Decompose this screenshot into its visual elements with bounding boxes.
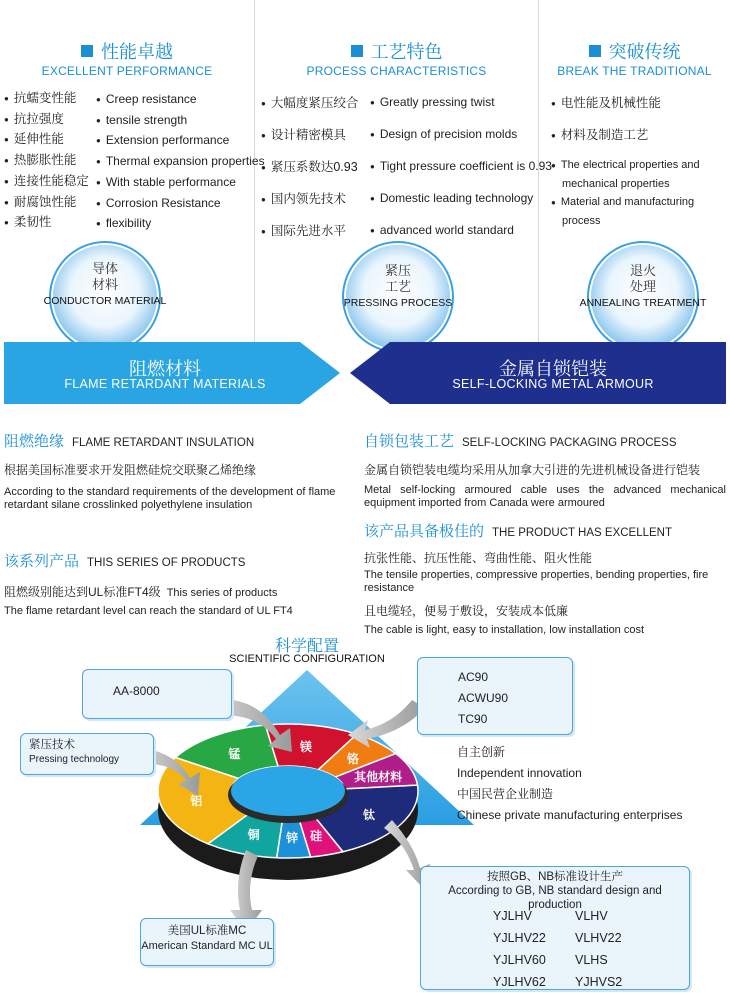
list-item: ● 耐腐蚀性能 xyxy=(4,193,89,214)
col2-en-list xyxy=(370,87,552,247)
model-item: YJHVS2 xyxy=(575,975,623,989)
list-item: ● tensile strength xyxy=(96,111,265,132)
ul-standard-en: American Standard MC UL xyxy=(141,940,273,952)
col3-cn-list xyxy=(551,88,661,152)
ring-label: 镁 xyxy=(299,739,312,754)
innovation-line: Chinese private manufacturing enterprises xyxy=(457,808,683,822)
list-item: ● 电性能及机械性能 xyxy=(551,88,661,120)
series-heading-en: THIS SERIES OF PRODUCTS xyxy=(87,557,246,569)
packaging-cn: 金属自锁铠装电缆均采用从加拿大引进的先进机械设备进行铠装 xyxy=(364,463,701,477)
model-item: VLHV22 xyxy=(575,931,622,945)
col2-cn-list xyxy=(261,88,358,248)
col1-title-wrap xyxy=(0,38,254,64)
list-item: ● 热膨胀性能 xyxy=(4,151,89,172)
ac-models-list xyxy=(418,658,572,730)
list-item: ● Greatly pressing twist xyxy=(370,87,552,119)
col2-subtitle: PROCESS CHARACTERISTICS xyxy=(306,64,487,78)
list-item: ● Domestic leading technology xyxy=(370,183,552,215)
pressing-tech-cn: 紧压技术 xyxy=(29,739,75,751)
ul-standard-box xyxy=(140,918,274,966)
excellent-cn: 抗张性能、抗压性能、弯曲性能、阻火性能 xyxy=(364,551,593,565)
circle-text-line: 处理 xyxy=(629,279,656,294)
ul-standard-cn: 美国UL标准MC xyxy=(167,925,247,937)
innovation-line: Independent innovation xyxy=(457,766,582,780)
col3-title: 突破传统 xyxy=(608,42,681,62)
col2-circle-en: PRESSING PROCESS xyxy=(343,297,453,309)
ac-models-box xyxy=(417,657,573,735)
model-item: YJLHV xyxy=(493,909,532,923)
list-item-text: process xyxy=(562,215,601,227)
packaging-en: Metal self-locking armoured cable uses the advanced mechanical equipment imported from Canada were armoured xyxy=(364,484,726,509)
light-en: The cable is light, easy to installation, low installation cost xyxy=(364,624,645,636)
series-en: The flame retardant level can reach the standard of UL FT4 xyxy=(4,605,293,617)
pressing-tech-box xyxy=(20,733,154,775)
innovation-line: 中国民营企业制造 xyxy=(457,787,554,801)
ring-label: 铬 xyxy=(346,751,359,766)
list-item: ● 国内领先技术 xyxy=(261,184,358,216)
model-item: YJLHV60 xyxy=(493,953,546,967)
ac-model: AC90 xyxy=(458,670,489,684)
list-item: ● 抗拉强度 xyxy=(4,110,89,131)
ring-label: 钛 xyxy=(362,808,375,822)
list-item: ● Thermal expansion properties xyxy=(96,152,265,173)
col3-subtitle: BREAK THE TRADITIONAL xyxy=(557,64,712,78)
list-item: ● advanced world standard xyxy=(370,215,552,247)
list-item: ● Material and manufacturing xyxy=(551,196,695,208)
col2-circle-cn xyxy=(346,263,450,295)
flame-insulation-en: According to the standard requirements of the development of flame retardant silane crosslinked polyethylene insulation xyxy=(4,486,336,511)
col3-circle-cn xyxy=(591,263,695,295)
col1-title: 性能卓越 xyxy=(101,42,173,62)
col1-en-list xyxy=(96,90,265,235)
pressing-tech-en: Pressing technology xyxy=(29,754,120,765)
series-heading: 该系列产品 xyxy=(4,553,80,570)
list-item: ● Design of precision molds xyxy=(370,119,552,151)
model-item: VLHV xyxy=(575,909,608,923)
banner-left-en: FLAME RETARDANT MATERIALS xyxy=(64,377,266,391)
list-item: ● 大幅度紧压绞合 xyxy=(261,88,358,120)
excellent-heading-en: THE PRODUCT HAS EXCELLENT xyxy=(492,527,673,539)
list-item: ● 连接性能稳定 xyxy=(4,172,89,193)
list-item: ● 抗蠕变性能 xyxy=(4,89,89,110)
list-item: ● 材料及制造工艺 xyxy=(551,120,661,152)
banner-right-cn: 金属自锁铠装 xyxy=(499,359,607,379)
list-item-text: The electrical properties and xyxy=(560,159,700,171)
ring-label: 铜 xyxy=(247,827,260,842)
aa8000-box xyxy=(82,669,232,719)
innovation-text xyxy=(457,742,682,826)
flame-insulation-cn: 根据美国标准要求开发阻燃硅烷交联聚乙烯绝缘 xyxy=(4,463,257,477)
list-item-text: Material and manufacturing xyxy=(560,196,695,208)
circle-text-line: 材料 xyxy=(91,277,118,292)
excellent-heading: 该产品具备极佳的 xyxy=(364,523,485,540)
model-item: VLHS xyxy=(575,953,608,967)
ring-label: 硅 xyxy=(310,828,323,843)
packaging-heading-en: SELF-LOCKING PACKAGING PROCESS xyxy=(462,437,677,449)
ring-label: 其他材料 xyxy=(354,769,403,784)
standard-models-box xyxy=(420,866,690,990)
banner-left-cn: 阻燃材料 xyxy=(129,359,201,379)
col1-circle-cn xyxy=(53,261,157,293)
col2-title: 工艺特色 xyxy=(370,42,443,62)
list-item-text: mechanical properties xyxy=(562,178,670,190)
list-item: ● 设计精密模具 xyxy=(261,120,358,152)
col3-title-wrap xyxy=(539,38,730,64)
square-bullet-icon xyxy=(351,45,363,57)
square-bullet-icon xyxy=(81,45,93,57)
square-bullet-icon xyxy=(589,45,601,57)
light-cn: 且电缆轻，便易于敷设，安装成本低廉 xyxy=(364,604,569,618)
list-item: ● With stable performance xyxy=(96,173,265,194)
list-item: ● Corrosion Resistance xyxy=(96,194,265,215)
packaging-heading: 自锁包装工艺 xyxy=(364,433,455,450)
aa8000-label: AA-8000 xyxy=(113,684,160,698)
circle-text-line: 工艺 xyxy=(384,279,411,294)
ring-hole xyxy=(231,766,345,816)
list-item: ● 紧压系数达0.93 xyxy=(261,152,358,184)
model-item: YJLHV22 xyxy=(493,931,546,945)
series-cn: 阻燃级别能达到UL标准FT4级 xyxy=(4,585,161,599)
list-item: ● 国际先进水平 xyxy=(261,216,358,248)
standard-cn: 按照GB、NB标准设计生产 xyxy=(486,871,624,883)
list-item: ● flexibility xyxy=(96,214,265,235)
col3-circle-en: ANNEALING TREATMENT xyxy=(579,297,707,309)
col2-title-wrap xyxy=(255,38,538,64)
list-item: ● 柔韧性 xyxy=(4,213,89,234)
banner-right-en: SELF-LOCKING METAL ARMOUR xyxy=(452,377,654,391)
col1-cn-list xyxy=(4,89,89,234)
list-item: ● Extension performance xyxy=(96,131,265,152)
col1-circle-en: CONDUCTOR MATERIAL xyxy=(43,295,167,307)
innovation-line: 自主创新 xyxy=(457,745,506,759)
ring-label: 铝 xyxy=(190,793,203,808)
standard-en: According to GB, NB standard design and production xyxy=(448,885,662,911)
list-item: ● 延伸性能 xyxy=(4,130,89,151)
circle-text-line: 紧压 xyxy=(384,263,411,278)
models-right-list xyxy=(575,905,622,993)
col3-en-list xyxy=(551,156,700,230)
left-text-block xyxy=(4,430,354,618)
circle-text-line: 退火 xyxy=(629,263,656,278)
excellent-en: The tensile properties, compressive properties, bending properties, fire resistance xyxy=(364,569,709,594)
ac-model: TC90 xyxy=(458,712,488,726)
ring-label: 锰 xyxy=(228,747,241,762)
flame-insulation-heading: 阻燃绝缘 xyxy=(4,433,65,450)
science-title-cn: 科学配置 xyxy=(274,638,339,655)
col1-subtitle: EXCELLENT PERFORMANCE xyxy=(41,64,213,78)
circle-text-line: 导体 xyxy=(91,261,118,276)
models-left-list xyxy=(493,905,546,993)
science-title-en: SCIENTIFIC CONFIGURATION xyxy=(229,653,385,665)
series-cn-en: This series of products xyxy=(166,587,278,599)
list-item: ● Tight pressure coefficient is 0.93 xyxy=(370,151,552,183)
ac-model: ACWU90 xyxy=(458,691,509,705)
model-item: YJLHV62 xyxy=(493,975,546,989)
list-item: ● The electrical properties and xyxy=(551,159,700,171)
right-text-block xyxy=(364,430,726,637)
flame-insulation-heading-en: FLAME RETARDANT INSULATION xyxy=(72,437,255,449)
list-item: ● Creep resistance xyxy=(96,90,265,111)
ring-label: 锌 xyxy=(286,830,299,845)
